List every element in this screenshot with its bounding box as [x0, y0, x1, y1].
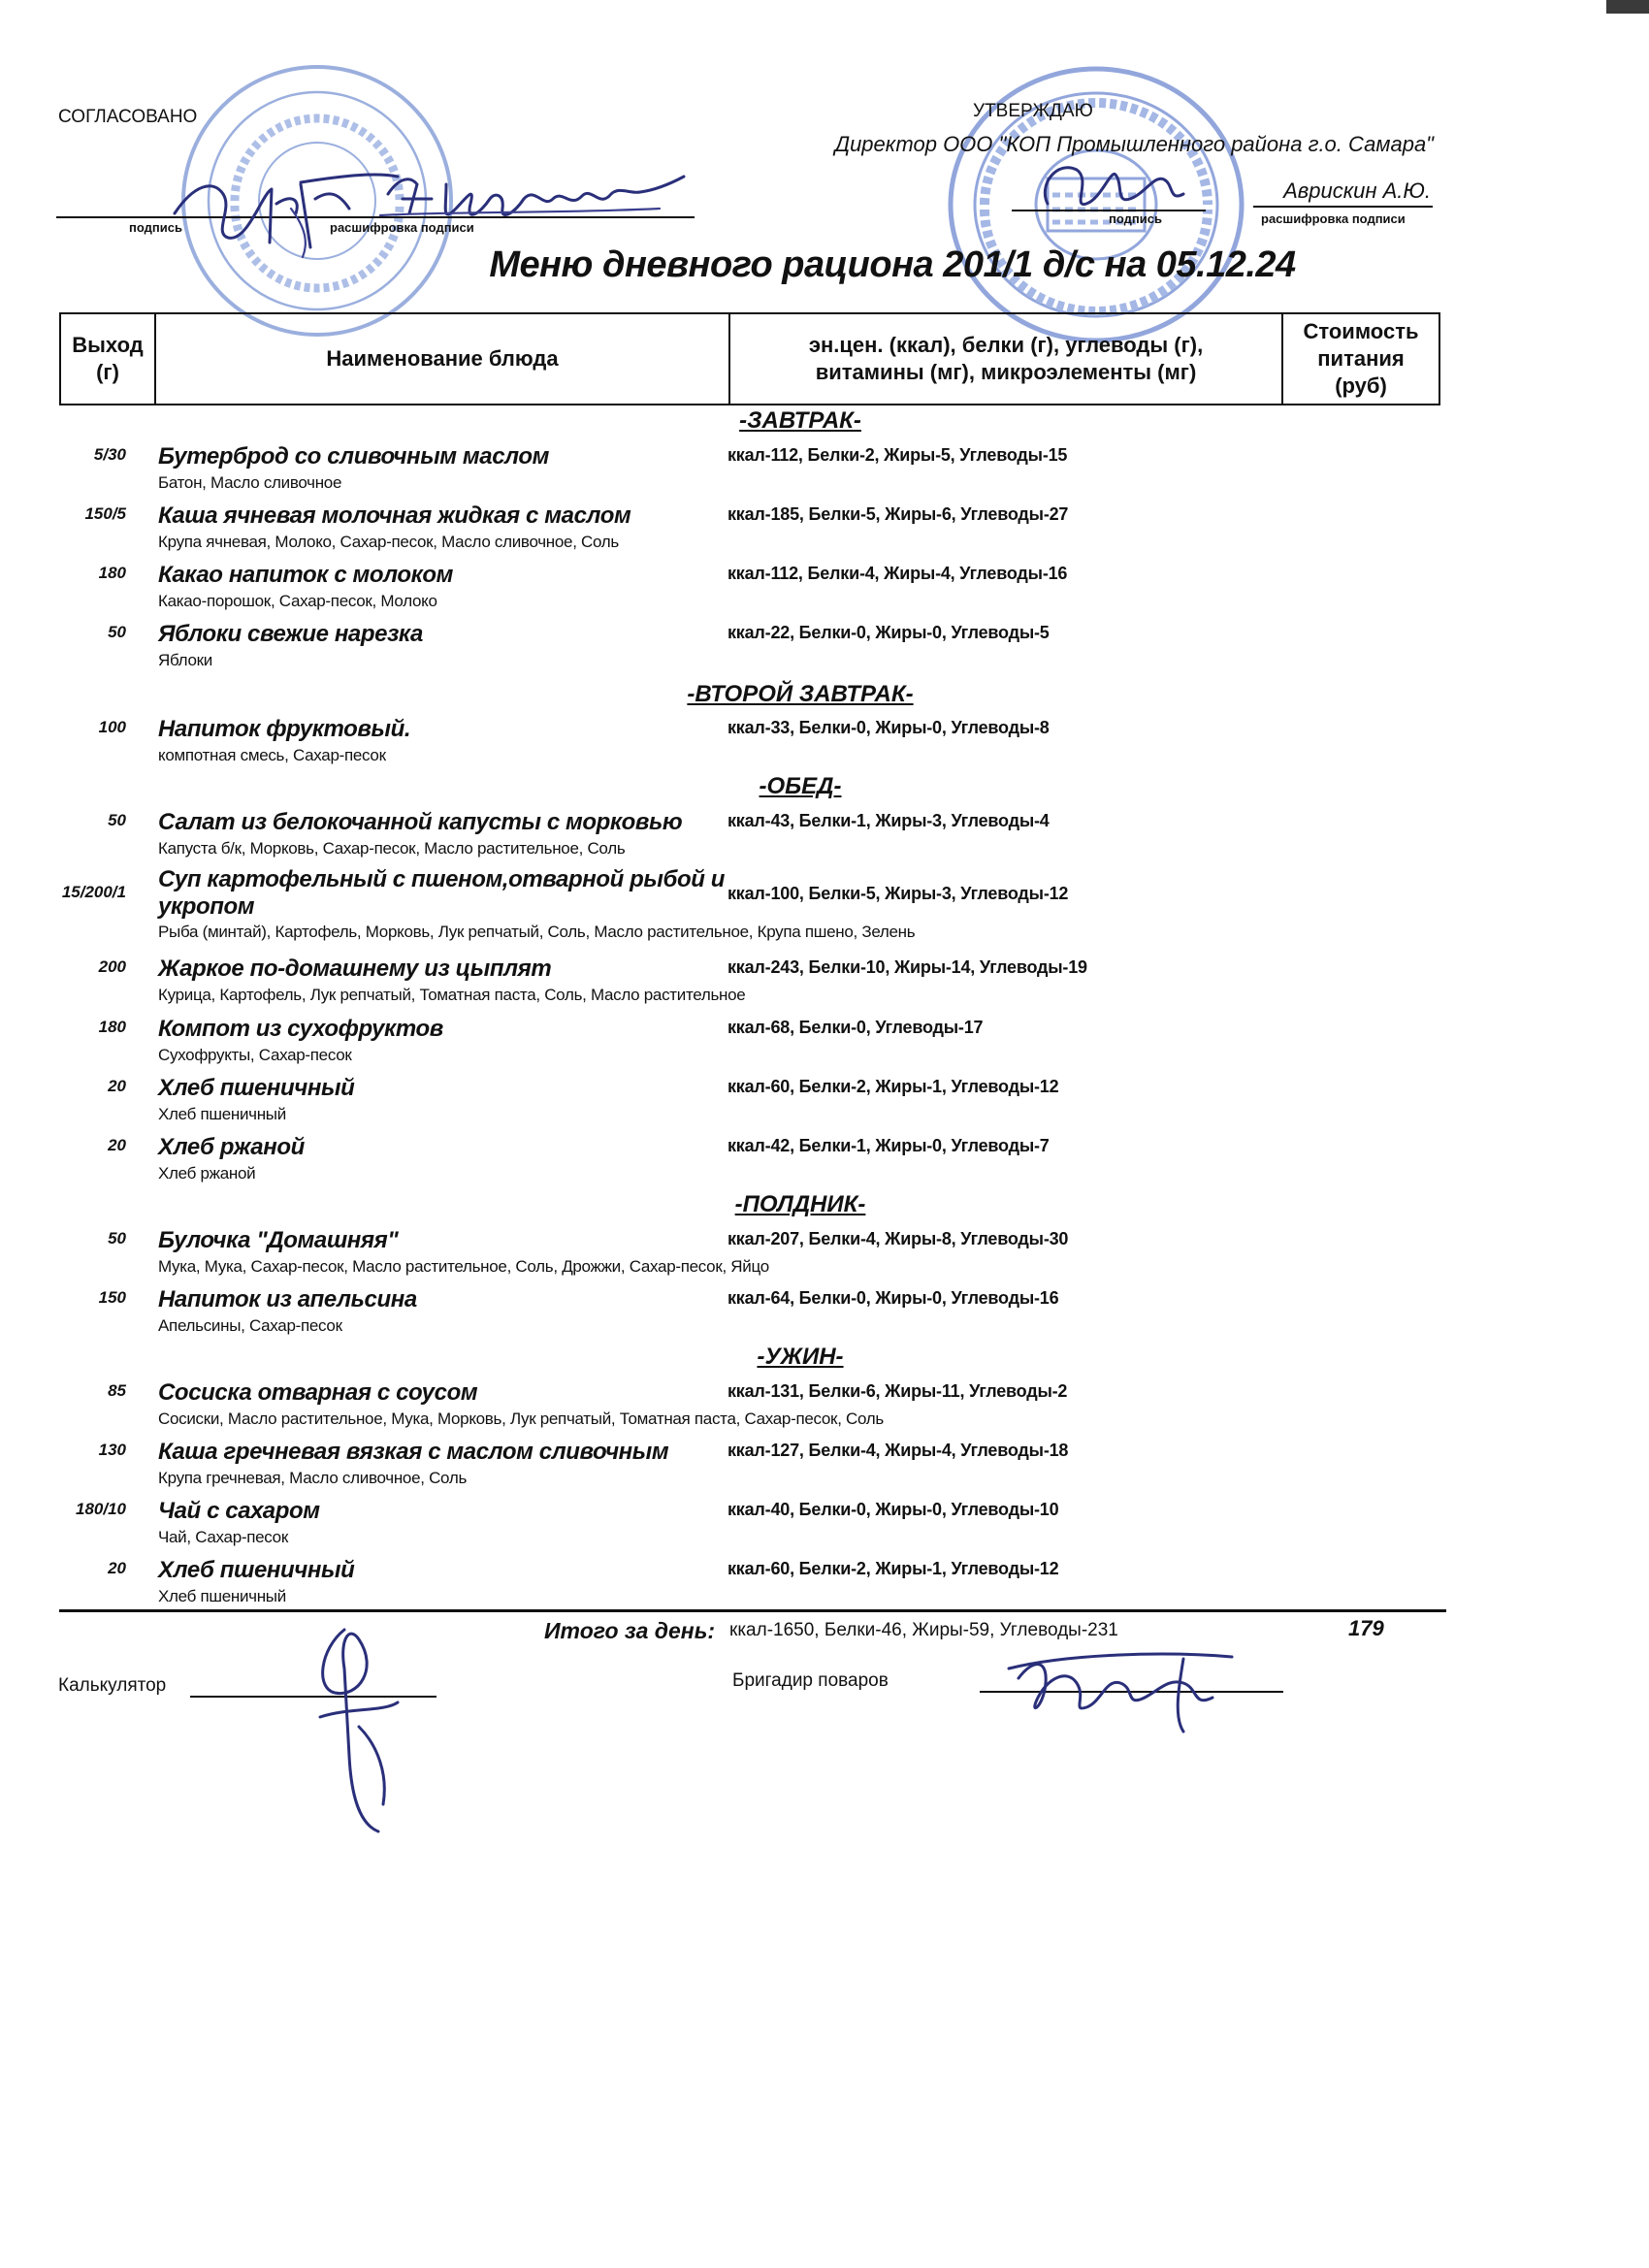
- row-nutrition: ккал-131, Белки-6, Жиры-11, Углеводы-2: [728, 1381, 1068, 1401]
- row-ingredients: Хлеб пшеничный: [158, 1587, 286, 1605]
- chief-handwritten-signature: [989, 1639, 1242, 1736]
- section-title: -ЗАВТРАК-: [739, 407, 861, 434]
- section-title: -ВТОРОЙ ЗАВТРАК-: [687, 681, 914, 707]
- column-name: Наименование блюда: [156, 314, 730, 404]
- director-title: Директор ООО "КОП Промышленного района г.о. Самара": [834, 132, 1434, 156]
- row-nutrition: ккал-112, Белки-4, Жиры-4, Углеводы-16: [728, 564, 1068, 583]
- row-ingredients: Крупа гречневая, Масло сливочное, Соль: [158, 1469, 468, 1487]
- row-qty: 180/10: [76, 1500, 126, 1518]
- row-qty: 15/200/1: [61, 883, 126, 901]
- row-nutrition: ккал-243, Белки-10, Жиры-14, Углеводы-19: [728, 957, 1087, 977]
- row-ingredients: Батон, Масло сливочное: [158, 473, 342, 492]
- row-ingredients: Крупа ячневая, Молоко, Сахар-песок, Масло сливочное, Соль: [158, 533, 619, 551]
- row-dish: Хлеб пшеничный: [158, 1557, 355, 1583]
- page-title: Меню дневного рациона 201/1 д/с на 05.12.24: [489, 244, 1296, 285]
- right-signer-name: Аврискин А.Ю.: [1283, 178, 1431, 203]
- section-title: -ПОЛДНИК-: [734, 1191, 866, 1217]
- row-nutrition: ккал-43, Белки-1, Жиры-3, Углеводы-4: [728, 811, 1050, 830]
- row-nutrition: ккал-40, Белки-0, Жиры-0, Углеводы-10: [728, 1500, 1059, 1519]
- row-qty: 130: [98, 1441, 126, 1459]
- row-dish: Хлеб пшеничный: [158, 1075, 355, 1101]
- row-qty: 20: [108, 1559, 126, 1577]
- left-decode-caption: расшифровка подписи: [330, 220, 474, 235]
- column-cost: Стоимость питания (руб): [1303, 319, 1419, 398]
- row-dish: Хлеб ржаной: [158, 1134, 305, 1160]
- row-dish: Яблоки свежие нарезка: [158, 621, 423, 647]
- row-ingredients: Рыба (минтай), Картофель, Морковь, Лук репчатый, Соль, Масло растительное, Крупа пшено, Зелень: [158, 923, 916, 941]
- row-ingredients: Курица, Картофель, Лук репчатый, Томатная паста, Соль, Масло растительное: [158, 986, 746, 1004]
- row-dish: Жаркое по-домашнему из цыплят: [158, 956, 552, 982]
- row-qty: 50: [108, 811, 126, 829]
- table-bottom-rule: [59, 1609, 1446, 1612]
- section-title: -УЖИН-: [757, 1344, 844, 1370]
- row-qty: 200: [98, 957, 126, 976]
- row-dish: Компот из сухофруктов: [158, 1016, 443, 1042]
- row-dish: Каша гречневая вязкая с маслом сливочным: [158, 1439, 669, 1465]
- chief-cook-label: Бригадир поваров: [732, 1670, 889, 1691]
- row-qty: 20: [108, 1136, 126, 1154]
- row-qty: 100: [98, 718, 126, 736]
- row-ingredients: Хлеб пшеничный: [158, 1105, 286, 1123]
- row-ingredients: Мука, Мука, Сахар-песок, Масло растительное, Соль, Дрожжи, Сахар-песок, Яйцо: [158, 1257, 769, 1276]
- row-ingredients: Какао-порошок, Сахар-песок, Молоко: [158, 592, 437, 610]
- row-ingredients: Хлеб ржаной: [158, 1164, 256, 1183]
- row-ingredients: Сухофрукты, Сахар-песок: [158, 1046, 352, 1064]
- row-dish: Салат из белокочанной капусты с морковью: [158, 809, 683, 835]
- row-dish: Каша ячневая молочная жидкая с маслом: [158, 502, 631, 529]
- row-qty: 150: [98, 1288, 126, 1307]
- row-nutrition: ккал-22, Белки-0, Жиры-0, Углеводы-5: [728, 623, 1050, 642]
- row-nutrition: ккал-185, Белки-5, Жиры-6, Углеводы-27: [728, 504, 1069, 524]
- column-nutrition: эн.цен. (ккал), белки (г), углеводы (г), витамины (мг), микроэлементы (мг): [730, 314, 1283, 404]
- row-nutrition: ккал-60, Белки-2, Жиры-1, Углеводы-12: [728, 1077, 1059, 1096]
- row-qty: 5/30: [93, 445, 126, 464]
- right-sign-caption: подпись: [1109, 211, 1162, 226]
- total-values: ккал-1650, Белки-46, Жиры-59, Углеводы-231: [729, 1620, 1118, 1640]
- calculator-handwritten-signature: [291, 1610, 427, 1843]
- row-nutrition: ккал-60, Белки-2, Жиры-1, Углеводы-12: [728, 1559, 1059, 1578]
- right-handwritten-signature: [1018, 146, 1212, 223]
- total-cost: 179: [1348, 1616, 1384, 1640]
- section-title: -ОБЕД-: [759, 773, 842, 799]
- agreed-label: СОГЛАСОВАНО: [58, 107, 198, 127]
- row-nutrition: ккал-68, Белки-0, Углеводы-17: [728, 1018, 984, 1037]
- row-qty: 20: [108, 1077, 126, 1095]
- row-dish: Напиток из апельсина: [158, 1286, 417, 1312]
- row-ingredients: Сосиски, Масло растительное, Мука, Морковь, Лук репчатый, Томатная паста, Сахар-песок, Соль: [158, 1409, 884, 1428]
- row-nutrition: ккал-112, Белки-2, Жиры-5, Углеводы-15: [728, 445, 1068, 465]
- row-dish: Булочка "Домашняя": [158, 1227, 399, 1253]
- row-qty: 50: [108, 623, 126, 641]
- row-qty: 180: [98, 1018, 126, 1036]
- row-nutrition: ккал-100, Белки-5, Жиры-3, Углеводы-12: [728, 884, 1069, 903]
- row-qty: 180: [98, 564, 126, 582]
- left-sign-caption: подпись: [129, 220, 182, 235]
- row-nutrition: ккал-64, Белки-0, Жиры-0, Углеводы-16: [728, 1288, 1059, 1308]
- row-qty: 85: [108, 1381, 126, 1400]
- row-ingredients: компотная смесь, Сахар-песок: [158, 746, 386, 764]
- right-name-line: [1253, 206, 1433, 208]
- row-dish: Сосиска отварная с соусом: [158, 1379, 478, 1406]
- right-decode-caption: расшифровка подписи: [1261, 211, 1406, 226]
- row-dish: Суп картофельный с пшеном,отварной рыбой и укропом: [158, 866, 726, 920]
- column-qty: Выход (г): [61, 314, 156, 404]
- total-label: Итого за день:: [544, 1618, 716, 1643]
- row-nutrition: ккал-42, Белки-1, Жиры-0, Углеводы-7: [728, 1136, 1050, 1155]
- row-qty: 150/5: [84, 504, 126, 523]
- row-ingredients: Чай, Сахар-песок: [158, 1528, 288, 1546]
- row-ingredients: Апельсины, Сахар-песок: [158, 1316, 342, 1335]
- approve-label: УТВЕРЖДАЮ: [973, 101, 1093, 121]
- table-header: [59, 312, 1440, 405]
- row-qty: 50: [108, 1229, 126, 1247]
- scan-corner-mark: [1606, 0, 1649, 14]
- row-dish: Напиток фруктовый.: [158, 716, 411, 742]
- row-dish: Чай с сахаром: [158, 1498, 320, 1524]
- row-ingredients: Яблоки: [158, 651, 212, 669]
- row-nutrition: ккал-33, Белки-0, Жиры-0, Углеводы-8: [728, 718, 1050, 737]
- row-dish: Какао напиток с молоком: [158, 562, 453, 588]
- row-dish: Бутерброд со сливочным маслом: [158, 443, 549, 470]
- calculator-label: Калькулятор: [58, 1675, 167, 1696]
- row-ingredients: Капуста б/к, Морковь, Сахар-песок, Масло растительное, Соль: [158, 839, 626, 858]
- row-nutrition: ккал-127, Белки-4, Жиры-4, Углеводы-18: [728, 1441, 1069, 1460]
- row-nutrition: ккал-207, Белки-4, Жиры-8, Углеводы-30: [728, 1229, 1069, 1248]
